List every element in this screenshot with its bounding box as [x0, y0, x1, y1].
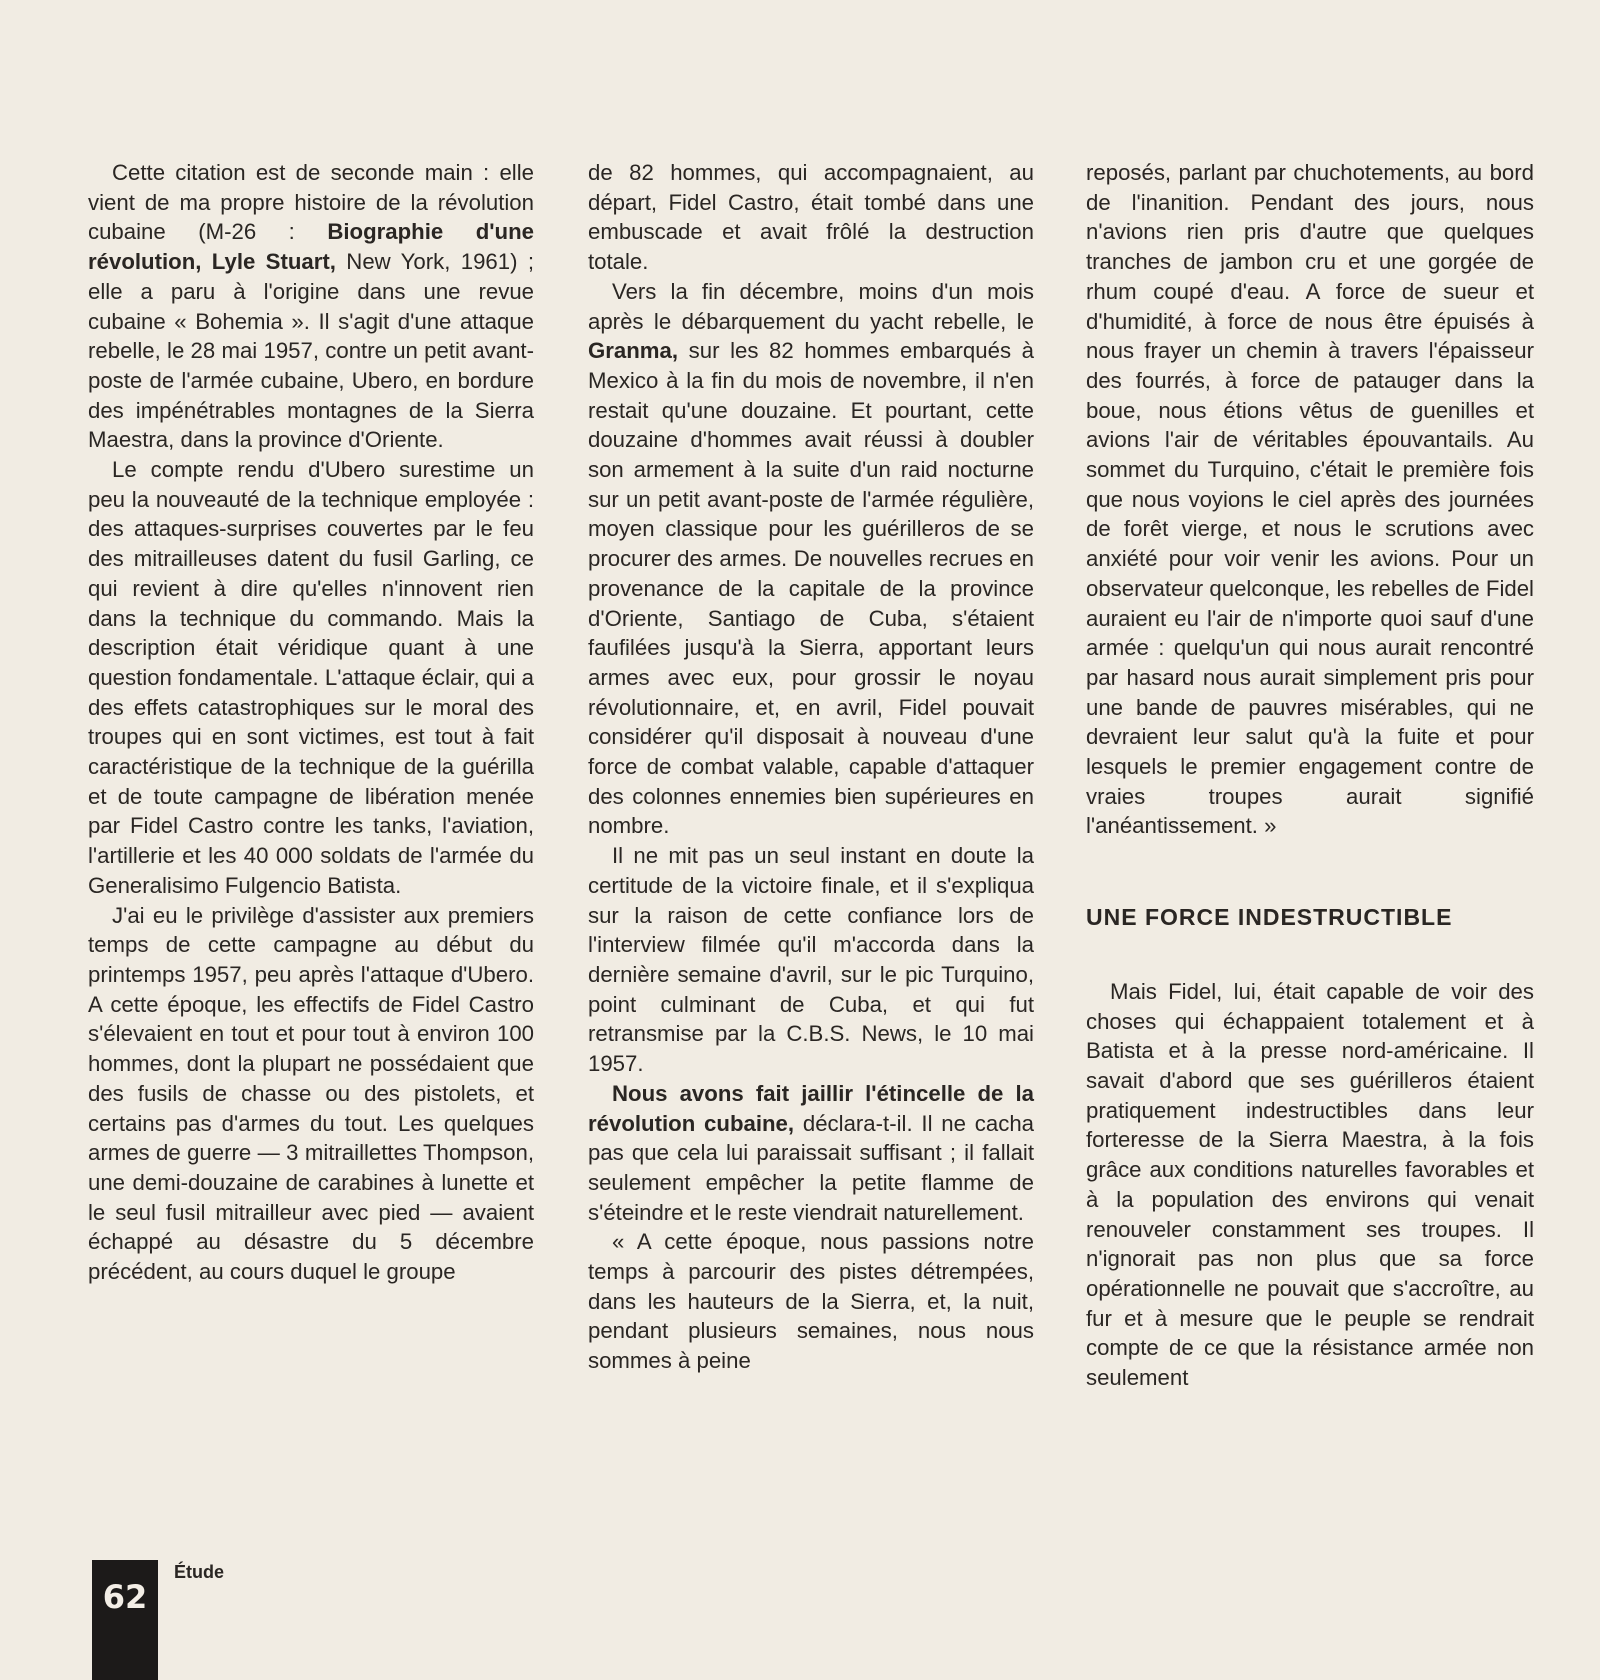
- column-2: [588, 158, 1034, 1376]
- text-run: déclara-t-il. Il ne cacha pas que cela lui paraissait suffisant ; il fallait seulement empêcher la petite flamme de s'éteindre et le reste viendrait naturellement.: [588, 1110, 1034, 1225]
- paragraph: [88, 158, 534, 455]
- text-run: de 82 hommes, qui accompagnaient, au départ, Fidel Castro, était tombé dans une embuscade et avait frôlé la destruction totale.: [588, 160, 1034, 275]
- bold-text: Granma,: [588, 338, 679, 364]
- text-run: Vers la fin décembre, moins d'un mois après le débarquement du yacht rebelle, le: [588, 278, 1034, 334]
- paragraph: [588, 1079, 1034, 1228]
- section-heading: UNE FORCE INDESTRUCTIBLE: [1086, 904, 1453, 931]
- text-run: J'ai eu le privilège d'assister aux premiers temps de cette campagne au début du printemps 1957, peu après l'attaque d'Ubero. A cette époque, les effectifs de Fidel Castro s'élevaient en tout et pour tout à environ 100 hommes, dont la plupart ne possédaient que des fusils de chasse ou des pistolets, et certains pas d'armes du tout. Les quelques armes de guerre — 3 mitraillettes Thompson, une demi-douzaine de carabines à lunette et le seul fusil mitrailleur avec pied — avaient échappé au désastre du 5 décembre précédent, au cours duquel le groupe: [88, 902, 534, 1285]
- paragraph: [88, 455, 534, 901]
- column-3: [1086, 158, 1534, 1393]
- column-1: [88, 158, 534, 1287]
- text-run: « A cette époque, nous passions notre temps à parcourir des pistes détrempées, dans les hauteurs de la Sierra, et, la nuit, pendant plusieurs semaines, nous nous sommes à peine: [588, 1229, 1034, 1374]
- paragraph: [588, 277, 1034, 841]
- paragraph: [588, 1227, 1034, 1376]
- text-run: reposés, parlant par chuchotements, au bord de l'inanition. Pendant des jours, nous n'avions rien pris d'autre que quelques tranches de jambon cru et une gorgée de rhum coupé d'eau. A force de sueur et d'humidité, à force de nous être épuisés à nous frayer un chemin à travers l'épaisseur des fourrés, à force de patauger dans la boue, nous étions vêtus de guenilles et avions l'air de véritables épouvantails. Au sommet du Turquino, c'était le première fois que nous voyions le ciel après des journées de forêt vierge, et nous le scrutions avec anxiété pour voir venir les avions. Pour un observateur quelconque, les rebelles de Fidel auraient eu l'air de n'importe quoi sauf d'une armée : quelqu'un qui nous aurait rencontré par hasard nous aurait simplement pris pour une bande de pauvres misérables, qui ne devraient leur salut qu'à la fuite et pour lesquels le premier engagement contre de vraies troupes aurait signifié l'anéantissement. »: [1086, 160, 1534, 839]
- page-number: 62: [92, 1560, 158, 1680]
- paragraph: [588, 158, 1034, 277]
- paragraph: [588, 841, 1034, 1079]
- text-run: Il ne mit pas un seul instant en doute la certitude de la victoire finale, et il s'expliqua sur la raison de cette confiance lors de l'interview filmée qu'il m'accorda dans la dernière semaine d'avril, sur le pic Turquino, point culminant de Cuba, et qui fut retransmise par la C.B.S. News, le 10 mai 1957.: [588, 843, 1034, 1077]
- text-run: sur les 82 hommes embarqués à Mexico à la fin du mois de novembre, il n'en restait qu'une douzaine. Et pourtant, cette douzaine d'hommes avait réussi à doubler son armement à la suite d'un raid nocturne sur un petit avant-poste de l'armée régulière, moyen classique pour les guérilleros de se procurer des armes. De nouvelles recrues en provenance de la capitale de la province d'Oriente, Santiago de Cuba, s'étaient faufilées jusqu'à la Sierra, apportant leurs armes avec eux, pour grossir le noyau révolutionnaire, et, en avril, Fidel pouvait considérer qu'il disposait à nouveau d'une force de combat valable, capable d'attaquer des colonnes ennemies bien supérieures en nombre.: [588, 338, 1034, 839]
- text-run: Cette citation est de seconde main : elle vient de ma propre histoire de la révolution cubaine (M-26 :: [88, 160, 534, 245]
- text-run: Mais Fidel, lui, était capable de voir des choses qui échappaient totalement et à Batista et à la presse nord-américaine. Il savait d'abord que ses guérilleros étaient pratiquement indestructibles dans leur forteresse de la Sierra Maestra, à la fois grâce aux conditions naturelles favorables et à la population des environs qui venait renouveler constamment ses troupes. Il n'ignorait pas non plus que sa force opérationnelle ne pouvait que s'accroître, au fur et à mesure que le peuple se rendrait compte de ce que la résistance armée non seulement: [1086, 978, 1534, 1391]
- section-label: Étude: [174, 1562, 225, 1582]
- bold-text: Biographie d'une révolution, Lyle Stuart,: [88, 219, 534, 275]
- paragraph: [88, 901, 534, 1287]
- paragraph: [1086, 977, 1534, 1393]
- text-run: New York, 1961) ; elle a paru à l'origine dans une revue cubaine « Bohemia ». Il s'agit d'une attaque rebelle, le 28 mai 1957, contre un petit avant-poste de l'armée cubaine, Ubero, en bordure des impénétrables montagnes de la Sierra Maestra, dans la province d'Oriente.: [88, 249, 534, 453]
- text-run: Le compte rendu d'Ubero surestime un peu la nouveauté de la technique employée : des attaques-surprises couvertes par le feu des mitrailleuses datent du fusil Garling, ce qui revient à dire qu'elles n'innovent rien dans la technique du commando. Mais la description était véridique quant à une question fondamentale. L'attaque éclair, qui a des effets catastrophiques sur le moral des troupes qui en sont victimes, est tout à fait caractéristique de la technique de la guérilla et de toute campagne de libération menée par Fidel Castro contre les tanks, l'aviation, l'artillerie et les 40 000 soldats de l'armée du Generalisimo Fulgencio Batista.: [88, 457, 534, 898]
- paragraph: [1086, 158, 1534, 841]
- bold-text: Nous avons fait jaillir l'étincelle de la révolution cubaine,: [588, 1080, 1034, 1136]
